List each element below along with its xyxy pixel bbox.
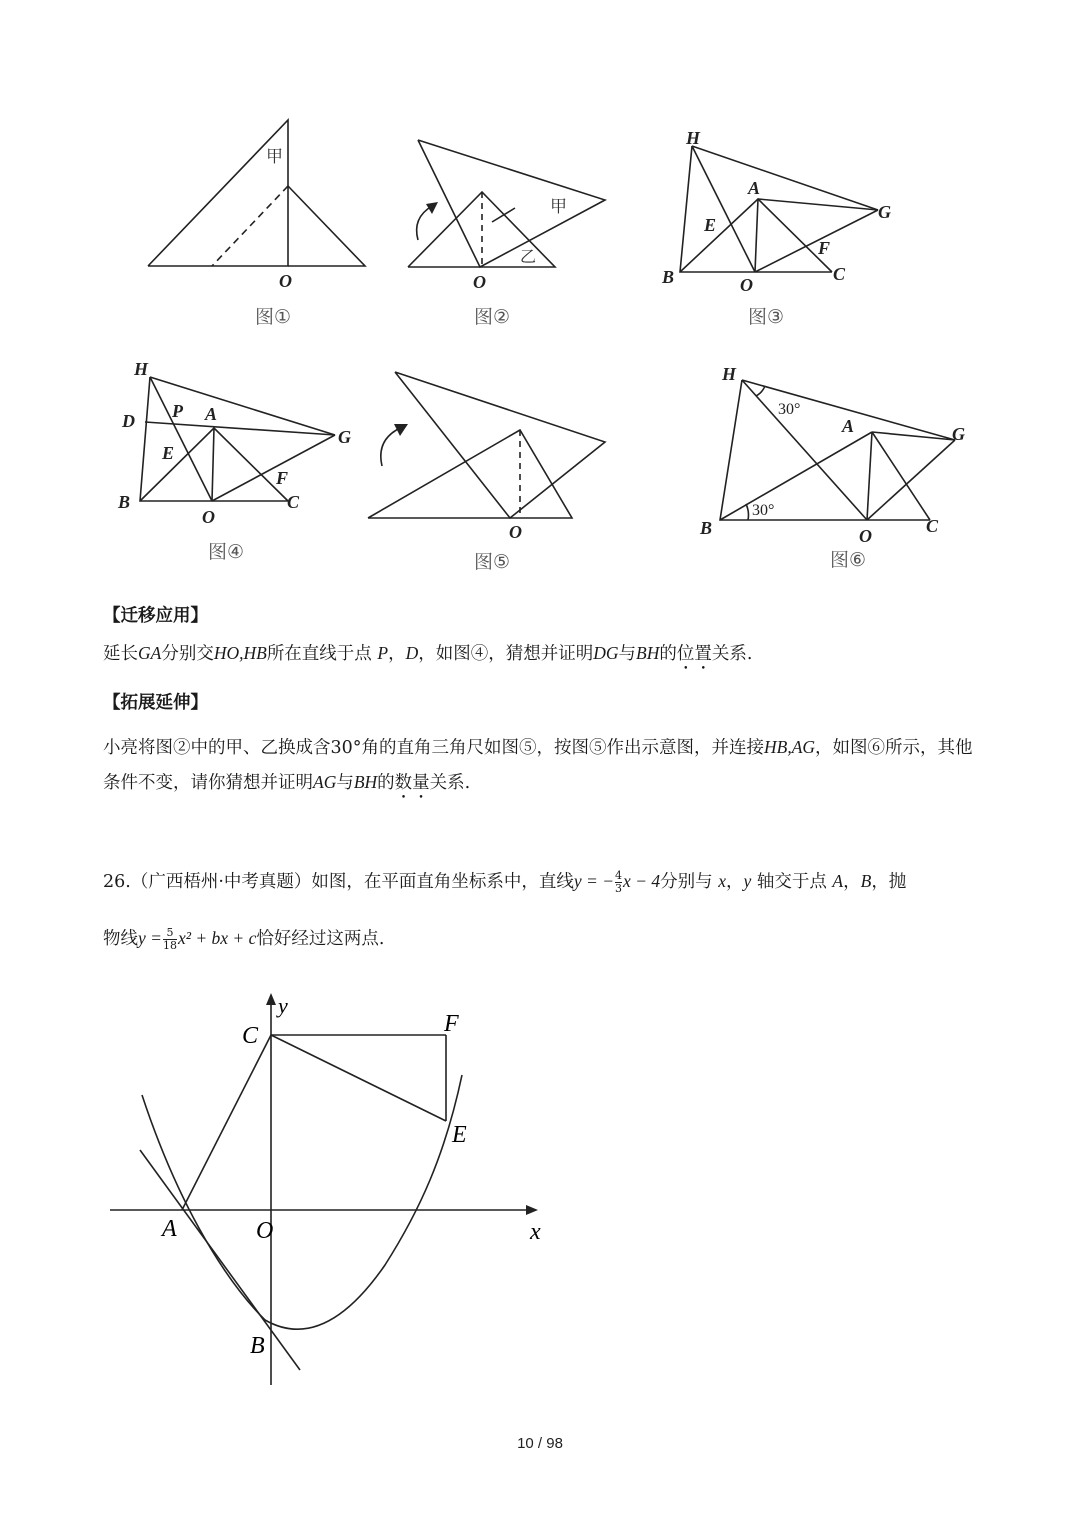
fig5-rotated-triangle — [395, 372, 605, 518]
fig3-label-h: H — [686, 128, 701, 148]
fig1-small-triangle — [288, 186, 365, 266]
s1-m4: D — [405, 643, 419, 663]
section-transfer-text — [103, 640, 983, 674]
fig6-line-ao — [867, 432, 872, 520]
s1-t1: 延长 — [103, 644, 138, 664]
fig6-caption: 图⑥ — [830, 549, 867, 571]
fig4-label-o: O — [202, 507, 215, 527]
fig3-label-g: G — [878, 202, 891, 222]
p26-m2: x − 4 — [623, 871, 661, 891]
s2-emphasis: 数量 — [394, 773, 430, 794]
s1-m5: DG — [593, 643, 619, 663]
fig3-caption: 图③ — [748, 306, 785, 328]
p26-m1: y = − — [573, 871, 615, 891]
figure-3 — [650, 120, 910, 335]
fig4-label-c: C — [287, 492, 300, 512]
fig3-label-b: B — [662, 267, 675, 287]
fig6-angle-arc-b — [746, 504, 748, 520]
fig3-line-ao — [755, 199, 758, 272]
fig4-label-d: D — [122, 411, 135, 431]
figure-1 — [140, 110, 380, 340]
page-number: 10 / 98 — [517, 1435, 563, 1452]
p26-m5: A — [832, 871, 844, 891]
p26-frac1-num: 4 — [615, 869, 623, 882]
fig2-label-jia: 甲 — [550, 197, 567, 217]
p26-m8: x² + bx + c — [177, 928, 257, 948]
fig3-label-f: F — [818, 238, 831, 258]
p26-t6: ，抛 — [871, 872, 907, 892]
graph-label-o: O — [256, 1218, 274, 1244]
graph-label-c: C — [242, 1023, 259, 1049]
s1-t7: 的 — [659, 644, 677, 664]
line-ab — [140, 1150, 300, 1370]
p26-t3: ， — [725, 872, 744, 892]
s1-t5: ，如图④，猜想并证明 — [418, 644, 594, 664]
fig5-base-triangle — [368, 430, 572, 518]
p26-t7: 物线 — [103, 929, 138, 949]
fig3-label-c: C — [833, 264, 846, 284]
fig1-dashed-line — [212, 186, 288, 266]
p26-m4: y — [743, 871, 752, 891]
fig4-label-h: H — [134, 359, 149, 379]
p26-fraction-1 — [615, 870, 622, 895]
fig2-label-o: O — [473, 272, 486, 292]
fig2-label-yi: 乙 — [520, 247, 537, 266]
s2-m3: BH — [353, 772, 378, 793]
fig6-label-a: A — [842, 416, 855, 436]
fig4-label-g: G — [338, 427, 351, 447]
fig4-caption: 图④ — [208, 541, 245, 563]
fig6-outline — [720, 380, 930, 520]
p26-m3: x — [718, 871, 726, 891]
fig4-line-dg — [145, 422, 335, 435]
y-axis-arrow-icon — [266, 993, 276, 1005]
fig6-label-g: G — [952, 424, 965, 444]
s2-t5: 关系. — [429, 773, 471, 794]
s1-t4: ， — [388, 644, 406, 664]
problem-26-line1 — [103, 868, 983, 895]
fig6-angle-arc-h — [756, 386, 765, 396]
fig5-rotation-arrow — [381, 428, 400, 466]
s2-t3: 与 — [336, 773, 354, 794]
fig1-caption: 图① — [255, 306, 292, 328]
line-ce — [271, 1035, 446, 1121]
graph-label-y: y — [278, 993, 288, 1018]
fig6-label-o: O — [859, 526, 872, 546]
fig3-label-o: O — [740, 275, 753, 295]
fig1-big-triangle — [148, 120, 288, 266]
s1-m6: BH — [636, 643, 660, 663]
p26-m7: y = — [138, 928, 162, 948]
parabola — [142, 1075, 462, 1329]
fig6-line-ho — [742, 380, 867, 520]
figure-6 — [690, 358, 990, 576]
graph-label-a: A — [162, 1216, 177, 1242]
fig4-label-e: E — [162, 443, 175, 463]
graph-label-x: x — [530, 1219, 541, 1245]
p26-frac2-num: 5 — [163, 927, 177, 940]
figure-4 — [110, 355, 370, 570]
graph-label-e: E — [452, 1122, 467, 1148]
section-heading-transfer: 【迁移应用】 — [103, 606, 208, 626]
fig6-angle-h: 30° — [778, 401, 801, 418]
section-extend-text — [103, 730, 983, 803]
p26-t5: ， — [843, 872, 861, 892]
fig2-pointer-line — [492, 208, 515, 222]
fig6-line-ba — [720, 432, 872, 520]
fig6-label-c: C — [926, 516, 939, 536]
p26-m6: B — [860, 871, 872, 891]
s2-m2: AG — [313, 772, 337, 793]
s2-m1: HB,AG — [764, 737, 816, 757]
fig3-line-og — [755, 210, 878, 272]
fig4-label-b: B — [118, 492, 131, 512]
fig6-line-og — [867, 440, 955, 520]
s1-emphasis: 位置 — [676, 644, 712, 664]
problem-26-line2 — [103, 925, 983, 952]
p26-t4: 轴交于点 — [751, 872, 833, 892]
fig1-label-o: O — [279, 271, 292, 291]
section-heading-extend: 【拓展延伸】 — [103, 693, 208, 713]
fig4-line-ao — [212, 428, 214, 501]
fig6-angle-b: 30° — [752, 502, 775, 519]
s1-m1: GA — [138, 643, 162, 663]
s2-t2: ，如图⑥所示，其他条件不变，请你猜想并证明 — [103, 738, 973, 794]
s1-t2: 分别交 — [161, 644, 214, 664]
s1-t8: 关系. — [711, 644, 753, 664]
fig5-label-o: O — [509, 522, 522, 542]
p26-t1: 26.（广西梧州·中考真题）如图，在平面直角坐标系中，直线 — [103, 872, 574, 892]
figure-2 — [400, 130, 620, 340]
fig3-label-a: A — [748, 178, 761, 198]
p26-frac1-den: 3 — [615, 882, 623, 895]
figure-5 — [360, 360, 620, 575]
s2-t1: 小亮将图②中的甲、乙换成含30°角的直角三角尺如图⑤，按图⑤作出示意图，并连接 — [103, 738, 765, 758]
graph-label-f: F — [444, 1011, 459, 1037]
s2-t4: 的 — [377, 773, 395, 794]
p26-frac2-den: 18 — [162, 939, 177, 952]
line-ac — [182, 1035, 271, 1210]
fig2-rotation-arrow — [417, 206, 432, 240]
s1-t3: 所在直线于点 — [266, 644, 378, 664]
fig3-label-e: E — [704, 215, 717, 235]
fig6-label-h: H — [722, 364, 737, 384]
fig4-label-f: F — [276, 468, 289, 488]
p26-fraction-2 — [163, 927, 177, 952]
fig1-label-jia: 甲 — [266, 147, 283, 167]
x-axis-arrow-icon — [526, 1205, 538, 1215]
fig5-caption: 图⑤ — [474, 551, 511, 573]
p26-t8: 恰好经过这两点. — [256, 929, 385, 949]
coordinate-graph — [100, 985, 570, 1395]
s1-m2: HO,HB — [213, 643, 267, 663]
fig6-label-b: B — [700, 518, 713, 538]
fig4-label-a: A — [205, 404, 218, 424]
fig2-rotated-triangle — [418, 140, 605, 267]
p26-t2: 分别与 — [660, 872, 719, 892]
fig4-label-p: P — [172, 401, 183, 421]
fig2-caption: 图② — [474, 306, 511, 328]
s1-t6: 与 — [618, 644, 636, 664]
graph-label-b: B — [250, 1333, 265, 1359]
s1-m3: P — [377, 643, 389, 663]
